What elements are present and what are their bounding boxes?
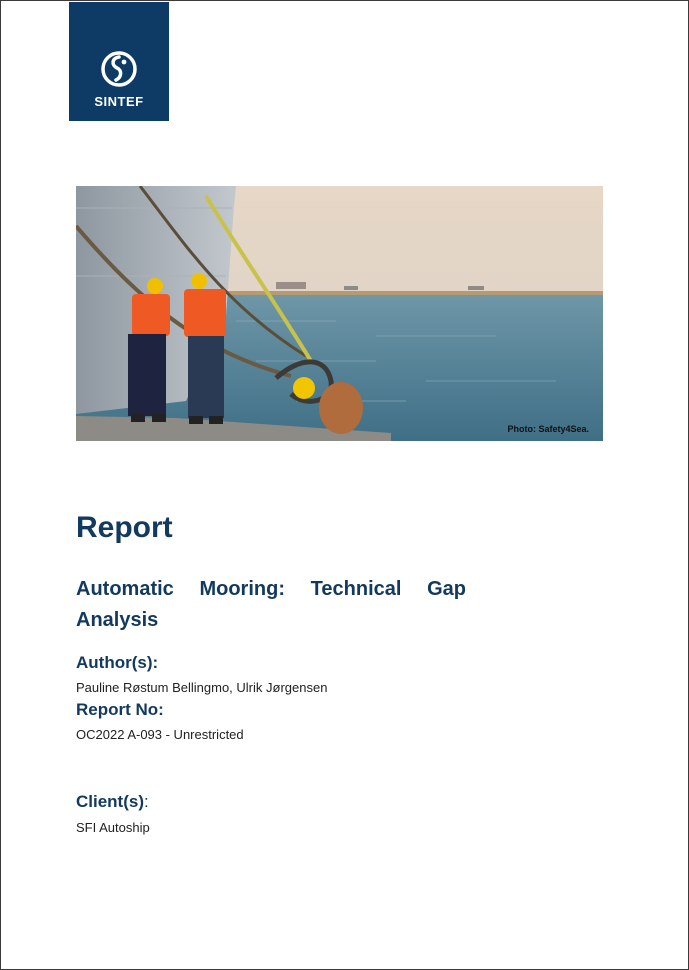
photo-credit: Photo: Safety4Sea.: [507, 424, 589, 434]
client-value: SFI Autoship: [76, 820, 150, 835]
client-label-text: Client(s): [76, 792, 144, 811]
brand-name: SINTEF: [94, 94, 144, 109]
client-label-colon: :: [144, 792, 149, 811]
sintef-logo: [69, 2, 169, 121]
report-no-label: Report No:: [76, 700, 164, 719]
worker-left: [128, 278, 170, 422]
mooring-scene-image: [76, 186, 603, 441]
client-label: [76, 792, 149, 812]
report-no-value: OC2022 A-093 - Unrestricted: [76, 727, 244, 742]
authors-label: Author(s):: [76, 653, 159, 672]
sintef-swirl-icon: [100, 50, 138, 88]
document-type-heading: Report: [76, 511, 173, 544]
authors-value: Pauline Røstum Bellingmo, Ulrik Jørgensen: [76, 680, 328, 695]
report-title: Automatic Mooring: Technical Gap Analysis: [76, 578, 466, 631]
worker-right: [184, 273, 226, 424]
cover-photo: [76, 186, 603, 441]
